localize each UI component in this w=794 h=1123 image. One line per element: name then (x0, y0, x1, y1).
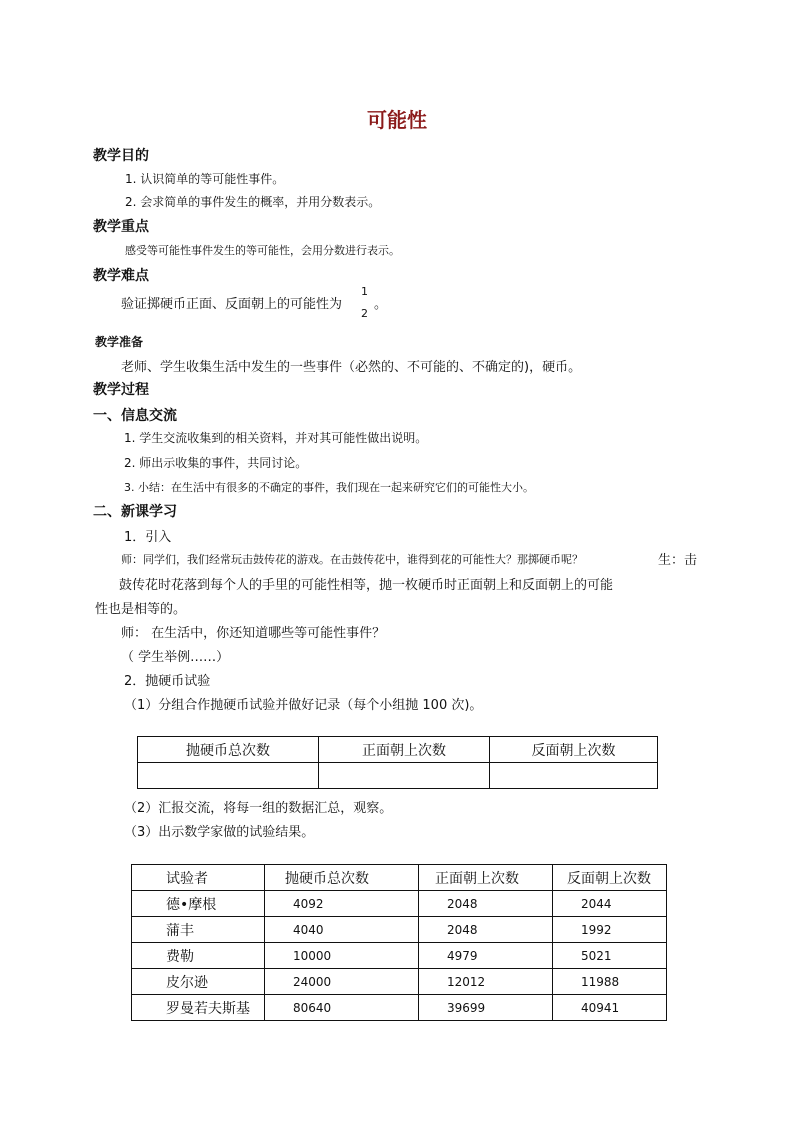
process-heading: 教学过程 (93, 382, 149, 398)
table-cell: 皮尔逊 (132, 969, 265, 995)
table-cell: 2048 (419, 891, 553, 917)
table-header-row (138, 737, 658, 763)
table-cell: 4092 (265, 891, 419, 917)
table-header-cell: 抛硬币总次数 (265, 865, 419, 891)
step-3: （3）出示数学家做的试验结果。 (124, 825, 315, 840)
teacher-line-1: 师：同学们，我们经常玩击鼓传花的游戏。在击鼓传花中，谁得到花的可能性大？那掷硬币呢？ (121, 553, 583, 566)
table-cell: 39699 (419, 995, 553, 1021)
results-table (131, 864, 667, 1021)
record-table (137, 736, 658, 789)
table-cell (138, 763, 319, 789)
fraction-numerator: 1 (361, 285, 368, 298)
table-header-row (132, 865, 667, 891)
table-header-cell: 反面朝上次数 (553, 865, 667, 891)
student-line-2: 鼓传花时花落到每个人的手里的可能性相等，抛一枚硬币时正面朝上和反面朝上的可能 (119, 578, 614, 593)
objective-item-2: 2. 会求简单的事件发生的概率，并用分数表示。 (125, 195, 381, 209)
part2-sub2: 2．抛硬币试验 (124, 674, 211, 689)
table-cell: 24000 (265, 969, 419, 995)
difficulty-heading: 教学难点 (93, 268, 149, 284)
key-point-heading: 教学重点 (93, 219, 149, 235)
step-2: （2）汇报交流，将每一组的数据汇总，观察。 (124, 801, 393, 816)
table-cell: 12012 (419, 969, 553, 995)
table-row (132, 969, 667, 995)
part2-heading: 二、新课学习 (93, 504, 177, 520)
table-cell: 德•摩根 (132, 891, 265, 917)
table-row (132, 943, 667, 969)
table-row (132, 891, 667, 917)
table-cell: 4040 (265, 917, 419, 943)
table-header-cell: 试验者 (132, 865, 265, 891)
students-example: （ 学生举例……） (121, 650, 230, 665)
table-cell (319, 763, 490, 789)
step-1: （1）分组合作抛硬币试验并做好记录（每个小组抛 100 次)。 (124, 698, 483, 713)
table-cell (490, 763, 658, 789)
table-cell: 40941 (553, 995, 667, 1021)
table-cell: 4979 (419, 943, 553, 969)
key-point-text: 感受等可能性事件发生的等可能性，会用分数进行表示。 (125, 244, 400, 257)
part1-item-1: 1. 学生交流收集到的相关资料，并对其可能性做出说明。 (124, 431, 428, 445)
table-cell: 80640 (265, 995, 419, 1021)
fraction-denominator: 2 (361, 307, 368, 320)
table-cell: 费勒 (132, 943, 265, 969)
table-row (138, 763, 658, 789)
part2-sub1: 1．引入 (124, 530, 172, 545)
table-row (132, 995, 667, 1021)
table-cell: 2044 (553, 891, 667, 917)
preparation-heading: 教学准备 (95, 335, 144, 349)
part1-item-3: 3. 小结：在生活中有很多的不确定的事件，我们现在一起来研究它们的可能性大小。 (124, 481, 534, 494)
table-header-cell: 抛硬币总次数 (138, 737, 319, 763)
table-cell: 5021 (553, 943, 667, 969)
objective-item-1: 1. 认识简单的等可能性事件。 (125, 172, 285, 186)
table-header-cell: 正面朝上次数 (419, 865, 553, 891)
teacher-line-2: 师： 在生活中，你还知道哪些等可能性事件？ (121, 626, 386, 641)
table-cell: 1992 (553, 917, 667, 943)
table-row (132, 917, 667, 943)
table-header-cell: 反面朝上次数 (490, 737, 658, 763)
student-tag: 生：击 (658, 553, 698, 568)
student-line-3: 性也是相等的。 (95, 602, 187, 617)
objective-heading: 教学目的 (93, 148, 149, 164)
part1-item-2: 2. 师出示收集的事件，共同讨论。 (124, 456, 308, 470)
table-cell: 罗曼若夫斯基 (132, 995, 265, 1021)
difficulty-text: 验证掷硬币正面、反面朝上的可能性为 (121, 297, 343, 312)
table-cell: 10000 (265, 943, 419, 969)
table-header-cell: 正面朝上次数 (319, 737, 490, 763)
table-cell: 11988 (553, 969, 667, 995)
table-cell: 2048 (419, 917, 553, 943)
difficulty-tail: 。 (374, 297, 388, 312)
preparation-text: 老师、学生收集生活中发生的一些事件（必然的、不可能的、不确定的)，硬币。 (121, 360, 582, 375)
page-title: 可能性 (367, 108, 427, 132)
part1-heading: 一、信息交流 (93, 408, 177, 424)
table-cell: 蒲丰 (132, 917, 265, 943)
